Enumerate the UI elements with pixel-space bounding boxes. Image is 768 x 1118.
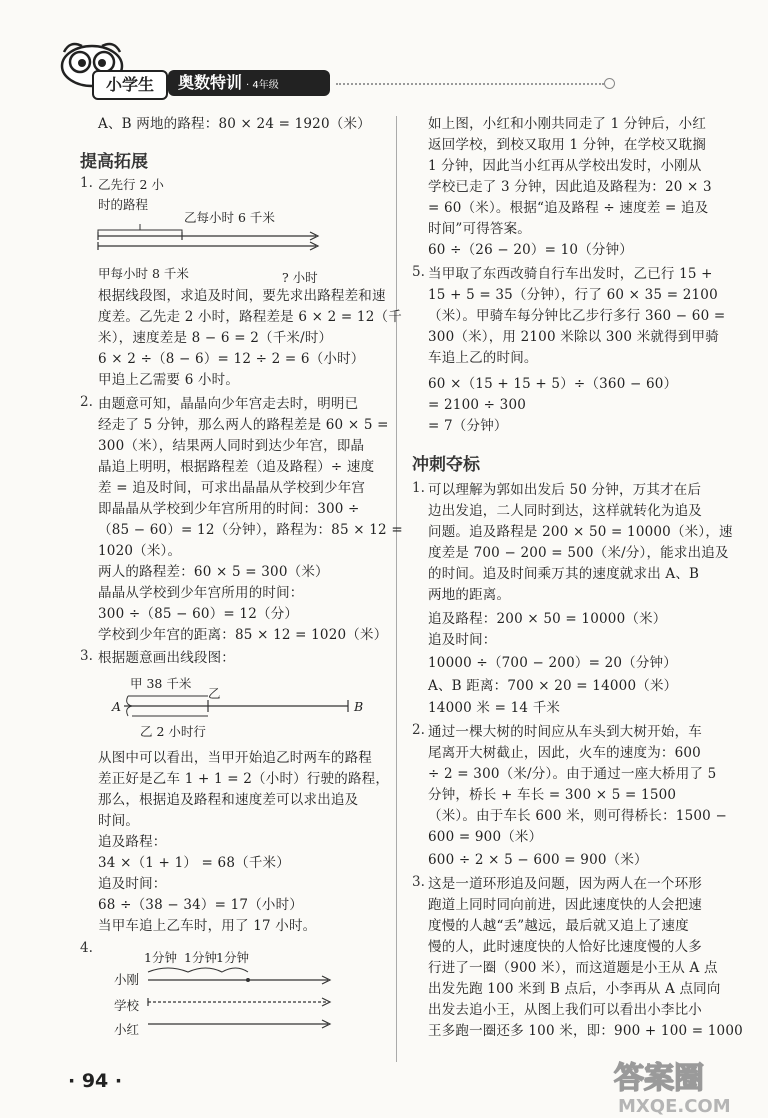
question-number: 4.	[80, 940, 93, 956]
q4-top-label: 1分钟	[184, 950, 217, 965]
q2-line: 即晶晶从学校到少年宫所用的时间：300 ÷	[98, 501, 360, 517]
c2-line: （米）。由于车长 600 米，则可得桥长：1500 −	[428, 808, 727, 824]
section-title-sprint: 冲刺夺标	[412, 455, 480, 475]
q3-label-yi: 乙	[208, 686, 221, 701]
c1-line: 问题。追及路程是 200 × 50 = 10000（米），速	[428, 524, 733, 540]
q4-top-label: 1分钟	[144, 950, 177, 965]
brand-title: 小学生	[92, 70, 168, 100]
c1-line: 的时间。追及时间乘万其的速度就求出 A、B	[428, 566, 700, 582]
q1-line: 度差。乙先走 2 小时，路程差是 6 × 2 = 12（千	[98, 309, 402, 325]
q1-line: 米），速度差是 8 − 6 = 2（千米/时）	[98, 330, 333, 346]
q3-label-jia: 甲 38 千米	[130, 676, 192, 691]
c1-line: A、B 距离：700 × 20 = 14000（米）	[428, 678, 678, 694]
c3-line: 出发先跑 100 米到 B 点后，小李再从 A 点同向	[428, 981, 721, 997]
continuation-line: 1 分钟，因此当小红再从学校出发时，小刚从	[428, 158, 702, 174]
c1-line: 10000 ÷（700 − 200）= 20（分钟）	[428, 655, 677, 671]
continuation-line: 如上图，小红和小刚共同走了 1 分钟后，小红	[428, 116, 707, 132]
q1-line-diagram	[96, 222, 326, 266]
c2-line: 分钟，桥长 + 车长 = 300 × 5 = 1500	[428, 787, 677, 803]
q3-label-b: B	[354, 699, 364, 714]
q1-label-bottom-left: 甲每小时 8 千米	[98, 266, 189, 281]
question-number: 1.	[80, 175, 93, 191]
question-number: 3.	[80, 648, 93, 664]
continuation-line: = 60（米）。根据“追及路程 ÷ 速度差 = 追及	[428, 200, 709, 216]
c2-line: ÷ 2 = 300（米/分）。由于通过一座大桥用了 5	[428, 766, 717, 782]
c3-line: 跑道上同时同向前进，因此速度快的人会把速	[428, 897, 702, 913]
section-title-advanced: 提高拓展	[80, 152, 148, 172]
q2-line: 300 ÷（85 − 60）= 12（分）	[98, 606, 299, 622]
c2-line: 尾离开大树截止，因此，火车的速度为：600	[428, 745, 701, 761]
q2-line: （85 − 60）= 12（分钟），路程为：85 × 12 =	[98, 522, 403, 538]
q3-label-a: A	[112, 699, 122, 714]
q3-line: 68 ÷（38 − 34）= 17（小时）	[98, 897, 304, 913]
c1-line: 边出发追，二人同时到达，这样就转化为追及	[428, 503, 702, 519]
continuation-line: 60 ÷（26 − 20）= 10（分钟）	[428, 242, 634, 258]
q3-line: 那么，根据追及路程和速度差可以求出追及	[98, 792, 359, 808]
q3-line: 差正好是乙车 1 + 1 = 2（小时）行驶的路程，	[98, 771, 390, 787]
q5-line: 15 + 5 = 35（分钟），行了 60 × 35 = 2100	[428, 287, 718, 303]
q2-line: 两人的路程差：60 × 5 = 300（米）	[98, 564, 329, 580]
question-number: 1.	[412, 480, 425, 496]
c3-line: 行进了一圈（900 米），而这道题是小王从 A 点	[428, 960, 718, 976]
header-dotted-rule	[336, 83, 604, 85]
watermark-top-text: 答案圈	[614, 1061, 704, 1096]
series-title	[168, 70, 330, 96]
c3-line: 王多跑一圈还多 100 米，即：900 + 100 = 1000	[428, 1023, 743, 1039]
q3-line: 当甲车追上乙车时，用了 17 小时。	[98, 918, 317, 934]
q2-line: 差 = 追及时间，可求出晶晶从学校到少年宫	[98, 480, 366, 496]
intro-line: A、B 两地的路程：80 × 24 = 1920（米）	[98, 116, 371, 132]
q4-row-label: 小刚	[114, 972, 140, 987]
continuation-line: 时间”可得答案。	[428, 221, 532, 237]
q5-line: （米）。甲骑车每分钟比乙步行多行 360 − 60 =	[428, 308, 726, 324]
q2-line: 300（米），结果两人同时到达少年宫，即晶	[98, 438, 365, 454]
c1-line: 14000 米 = 14 千米	[428, 700, 561, 716]
q1-label-top-left-2: 时的路程	[98, 197, 149, 212]
q4-line-diagram	[144, 962, 334, 1032]
q1-line: 根据线段图，求追及时间，要先求出路程差和速	[98, 288, 386, 304]
q3-line: 时间。	[98, 813, 140, 829]
q3-heading: 根据题意画出线段图：	[98, 650, 235, 666]
q2-line: 学校到少年宫的距离：85 × 12 = 1020（米）	[98, 627, 388, 643]
c1-line: 度差是 700 − 200 = 500（米/分），能求出追及	[428, 545, 729, 561]
watermark-logo	[612, 1056, 762, 1116]
continuation-line: 返回学校，到校又取用 1 分钟，在学校又耽搁	[428, 137, 707, 153]
watermark-bottom-text: MXQE.COM	[618, 1096, 731, 1116]
c3-line: 慢的人，此时速度快的人恰好比速度慢的人多	[428, 939, 702, 955]
c3-line: 这是一道环形追及问题，因为两人在一个环形	[428, 876, 702, 892]
c2-line: 通过一棵大树的时间应从车头到大树开始，车	[428, 724, 702, 740]
q2-line: 由题意可知，晶晶向少年宫走去时，明明已	[98, 396, 359, 412]
q5-line: 300（米），用 2100 米除以 300 米就得到甲骑	[428, 329, 719, 345]
question-number: 5.	[412, 264, 425, 280]
q3-line: 34 ×（1 + 1） = 68（千米）	[98, 855, 290, 871]
q5-line: 当甲取了东西改骑自行车出发时，乙已行 15 +	[428, 266, 713, 282]
q4-row-label: 小红	[114, 1022, 140, 1037]
c1-line: 追及路程：200 × 50 = 10000（米）	[428, 611, 667, 627]
grade-label: · 4年级	[246, 80, 279, 91]
q4-top-label: 1分钟	[216, 950, 249, 965]
header-circle-ornament	[604, 78, 615, 89]
q1-label-top-left-1: 乙先行 2 小	[98, 177, 164, 192]
q5-calc: = 2100 ÷ 300	[428, 397, 527, 413]
c1-line: 追及时间：	[428, 632, 497, 648]
q3-line: 从图中可以看出，当甲开始追乙时两车的路程	[98, 750, 372, 766]
c2-line: 600 ÷ 2 × 5 − 600 = 900（米）	[428, 852, 648, 868]
question-number: 2.	[80, 394, 93, 410]
c3-line: 出发去追小王，从图上我们可以看出小李比小	[428, 1002, 702, 1018]
q1-label-bottom-right: ? 小时	[282, 270, 318, 285]
q2-line: 晶晶从学校到少年宫所用的时间：	[98, 585, 304, 601]
c2-line: 600 = 900（米）	[428, 829, 543, 845]
q3-line: 追及路程：	[98, 834, 167, 850]
q1-line: 甲追上乙需要 6 小时。	[98, 372, 240, 388]
page-number: · 94 ·	[68, 1070, 123, 1092]
q5-line: 车追上乙的时间。	[428, 350, 538, 366]
q5-calc: = 7（分钟）	[428, 418, 508, 434]
series-name: 奥数特训	[178, 73, 243, 92]
q3-line-diagram	[122, 690, 354, 726]
q1-line: 6 × 2 ÷（8 − 6）= 12 ÷ 2 = 6（小时）	[98, 351, 365, 367]
q2-line: 1020（米）。	[98, 543, 182, 559]
q1-label-top-right: 乙每小时 6 千米	[184, 210, 275, 225]
c1-line: 可以理解为郭如出发后 50 分钟，万其才在后	[428, 482, 702, 498]
column-divider	[396, 116, 397, 1062]
q3-label-bottom: 乙 2 小时行	[140, 724, 206, 739]
continuation-line: 学校已走了 3 分钟，因此追及路程为：20 × 3	[428, 179, 712, 195]
q5-calc: 60 ×（15 + 15 + 5）÷（360 − 60）	[428, 376, 678, 392]
q4-row-label: 学校	[114, 998, 140, 1013]
question-number: 2.	[412, 722, 425, 738]
c1-line: 两地的距离。	[428, 587, 511, 603]
q3-line: 追及时间：	[98, 876, 167, 892]
c3-line: 度慢的人越“丢”越远，最后就又追上了速度	[428, 918, 689, 934]
q2-line: 经走了 5 分钟，那么两人的路程差是 60 × 5 =	[98, 417, 389, 433]
question-number: 3.	[412, 874, 425, 890]
q2-line: 晶追上明明，根据路程差（追及路程）÷ 速度	[98, 459, 375, 475]
